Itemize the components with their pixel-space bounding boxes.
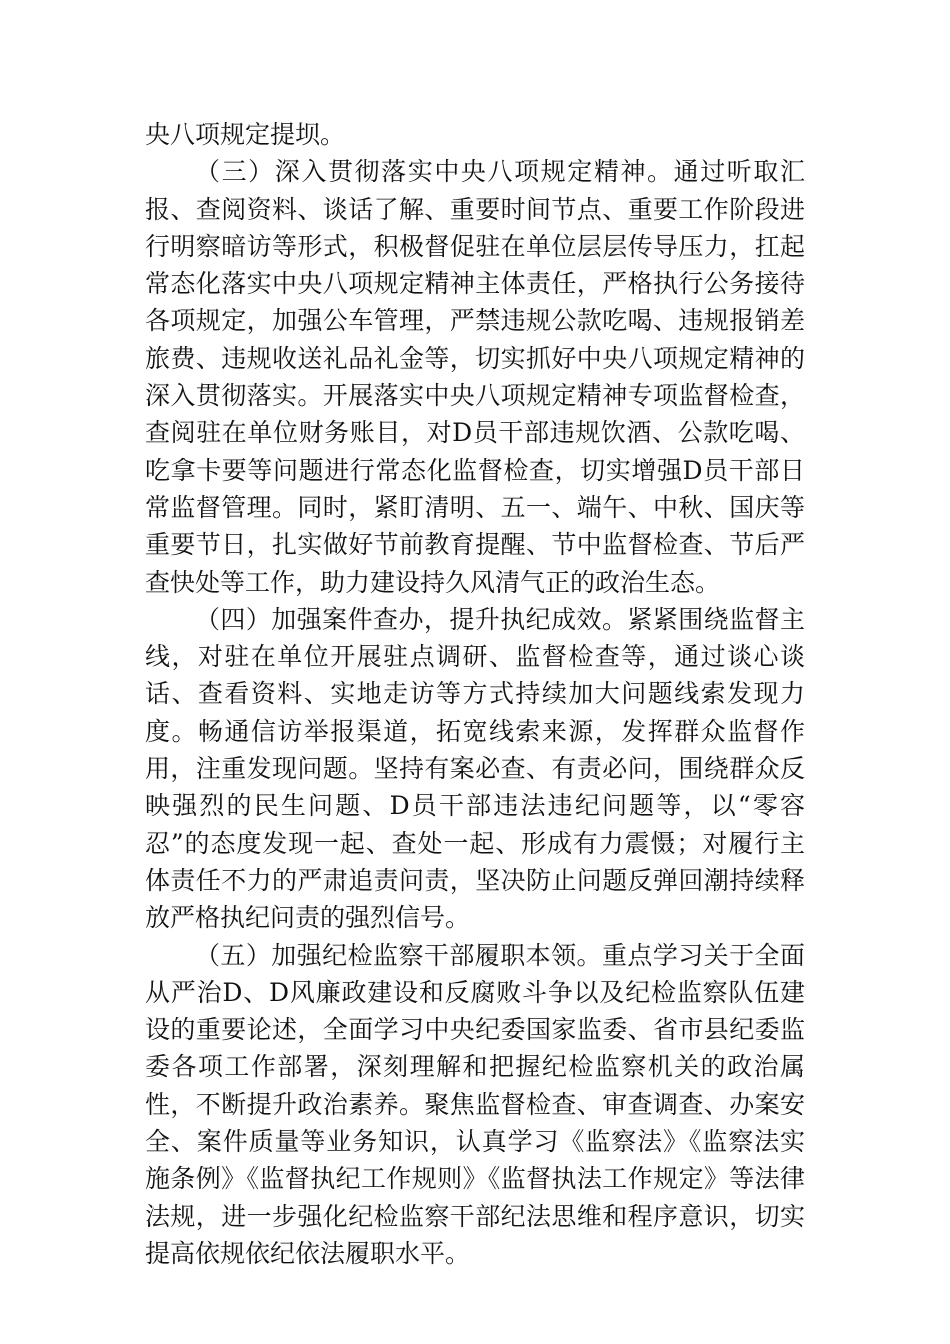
paragraph-section-5: （五）加强纪检监察干部履职本领。重点学习关于全面从严治D、D风廉政建设和反腐败斗争以及纪检监察队伍建设的重要论述，全面学习中央纪委国家监委、省市县纪委监委各项工作部署，深刻理解和把握纪检监察机关的政治属性，不断提升政治素养。聚焦监督检查、审查调查、办案安全、案件质量等业务知识，认真学习《监察法》《监察法实施条例》《监督执纪工作规则》《监督执法工作规定》等法律法规，进一步强化纪检监察干部纪法思维和程序意识，切实提高依规依纪依法履职水平。 (145, 940, 805, 1268)
paragraph-section-4: （四）加强案件查办，提升执纪成效。紧紧围绕监督主线，对驻在单位开展驻点调研、监督检查等，通过谈心谈话、查看资料、实地走访等方式持续加大问题线索发现力度。畅通信访举报渠道，拓宽线索来源，发挥群众监督作用，注重发现问题。坚持有案必查、有责必问，围绕群众反映强烈的民生问题、D员干部违法违纪问题等，以“零容忍”的态度发现一起、查处一起、形成有力震慑；对履行主体责任不力的严肃追责问责，坚决防止问题反弹回潮持续释放严格执纪问责的强烈信号。 (145, 604, 805, 933)
paragraph-section-3: （三）深入贯彻落实中央八项规定精神。通过听取汇报、查阅资料、谈话了解、重要时间节点、重要工作阶段进行明察暗访等形式，积极督促驻在单位层层传导压力，扛起常态化落实中央八项规定精神主体责任，严格执行公务接待各项规定，加强公车管理，严禁违规公款吃喝、违规报销差旅费、违规收送礼品礼金等，切实抓好中央八项规定精神的深入贯彻落实。开展落实中央八项规定精神专项监督检查，查阅驻在单位财务账目，对D员干部违规饮酒、公款吃喝、吃拿卡要等问题进行常态化监督检查，切实增强D员干部日常监督管理。同时，紧盯清明、五一、端午、中秋、国庆等重要节日，扎实做好节前教育提醒、节中监督检查、节后严查快处等工作，助力建设持久风清气正的政治生态。 (145, 157, 805, 597)
body-text (145, 116, 805, 1272)
paragraph-continuation: 央八项规定提坝。 (145, 120, 346, 149)
